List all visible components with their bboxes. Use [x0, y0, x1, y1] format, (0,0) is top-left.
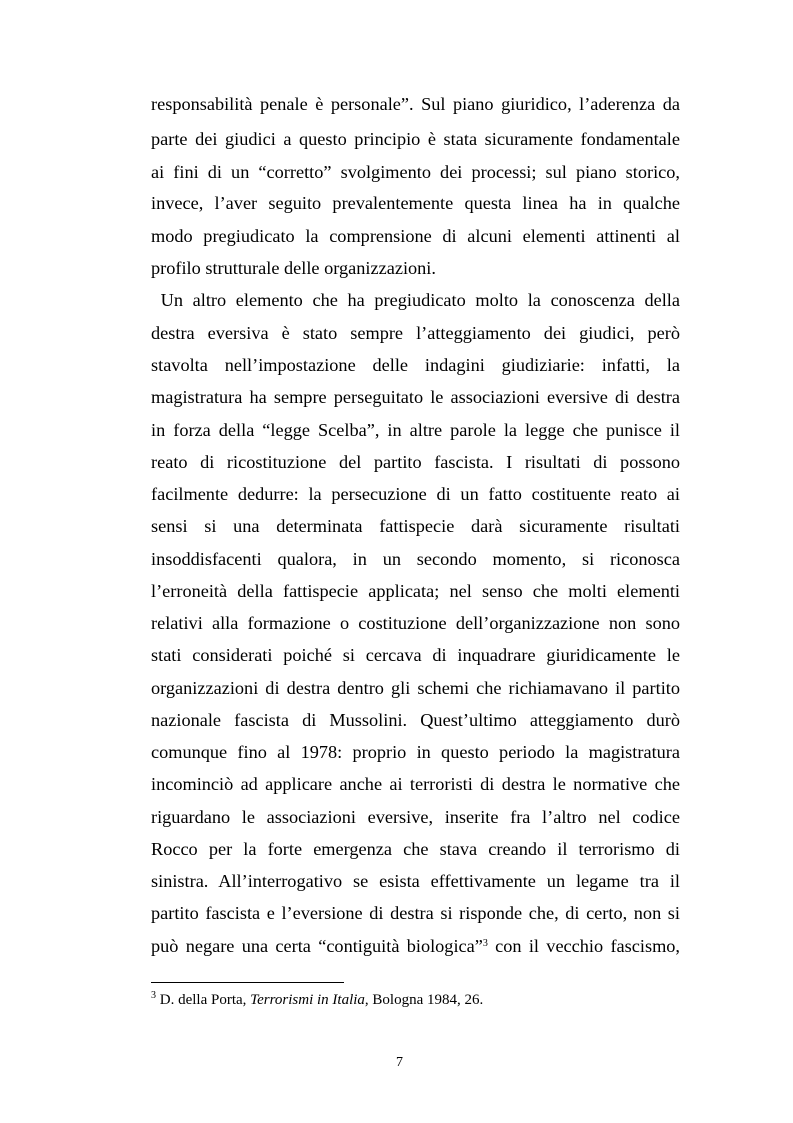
- body-text-line: nazionale fascista di Mussolini. Quest’ultimo atteggiamento durò: [151, 710, 680, 730]
- body-text-line: l’erroneità della fattispecie applicata; nel senso che molti elementi: [151, 581, 680, 601]
- body-text-line: riguardano le associazioni eversive, inserite fra l’altro nel codice: [151, 807, 680, 827]
- body-text-line: stati considerati poiché si cercava di inquadrare giuridicamente le: [151, 645, 680, 665]
- body-text-line: organizzazioni di destra dentro gli schemi che richiamavano il partito: [151, 678, 680, 698]
- body-text-line: relativi alla formazione o costituzione dell’organizzazione non sono: [151, 613, 680, 633]
- body-text-segment: con il vecchio fascismo,: [487, 936, 680, 956]
- body-text-line: sensi si una determinata fattispecie darà sicuramente risultati: [151, 516, 680, 536]
- page-number: 7: [396, 1055, 403, 1070]
- body-text-line: reato di ricostituzione del partito fascista. I risultati di possono: [151, 452, 680, 472]
- body-text-line: Rocco per la forte emergenza che stava creando il terrorismo di: [151, 839, 680, 859]
- body-text-line: insoddisfacenti qualora, in un secondo momento, si riconosca: [151, 549, 680, 569]
- footnote-separator: [151, 982, 344, 983]
- body-text-line: profilo strutturale delle organizzazioni.: [151, 258, 436, 278]
- body-text-line-with-footnote-ref: [151, 931, 680, 961]
- body-text-line: in forza della “legge Scelba”, in altre parole la legge che punisce il: [151, 420, 680, 440]
- body-text-line: invece, l’aver seguito prevalentemente questa linea ha in qualche: [151, 193, 680, 213]
- footnote-marker: 3: [151, 990, 156, 1001]
- body-text-line: modo pregiudicato la comprensione di alcuni elementi attinenti al: [151, 226, 680, 246]
- footnote-reference: 3: [482, 938, 488, 949]
- body-text-line: ai fini di un “corretto” svolgimento dei processi; sul piano storico,: [151, 162, 680, 182]
- body-text-line: sinistra. All’interrogativo se esista effettivamente un legame tra il: [151, 871, 680, 891]
- body-text-line: incominciò ad applicare anche ai terroristi di destra le normative che: [151, 774, 680, 794]
- footnote-publication: , Bologna 1984, 26.: [364, 992, 484, 1008]
- footnote-author: D. della Porta,: [156, 992, 251, 1008]
- footnote: [151, 989, 483, 1011]
- body-text-line: parte dei giudici a questo principio è stata sicuramente fondamentale: [151, 129, 680, 149]
- body-text-line: destra eversiva è stato sempre l’atteggiamento dei giudici, però: [151, 323, 680, 343]
- body-text-segment: può negare una certa “contiguità biologica”: [151, 936, 483, 956]
- body-text-line: partito fascista e l’eversione di destra si risponde che, di certo, non si: [151, 903, 680, 923]
- body-text-line: stavolta nell’impostazione delle indagini giudiziarie: infatti, la: [151, 355, 680, 375]
- body-text-line: Un altro elemento che ha pregiudicato molto la conoscenza della: [151, 290, 680, 310]
- body-text-line: comunque fino al 1978: proprio in questo periodo la magistratura: [151, 742, 680, 762]
- footnote-book-title: Terrorismi in Italia: [250, 992, 365, 1008]
- body-text-line: responsabilità penale è personale”. Sul piano giuridico, l’aderenza da: [151, 94, 680, 114]
- body-text-line: magistratura ha sempre perseguitato le associazioni eversive di destra: [151, 387, 680, 407]
- body-text-line: facilmente dedurre: la persecuzione di un fatto costituente reato ai: [151, 484, 680, 504]
